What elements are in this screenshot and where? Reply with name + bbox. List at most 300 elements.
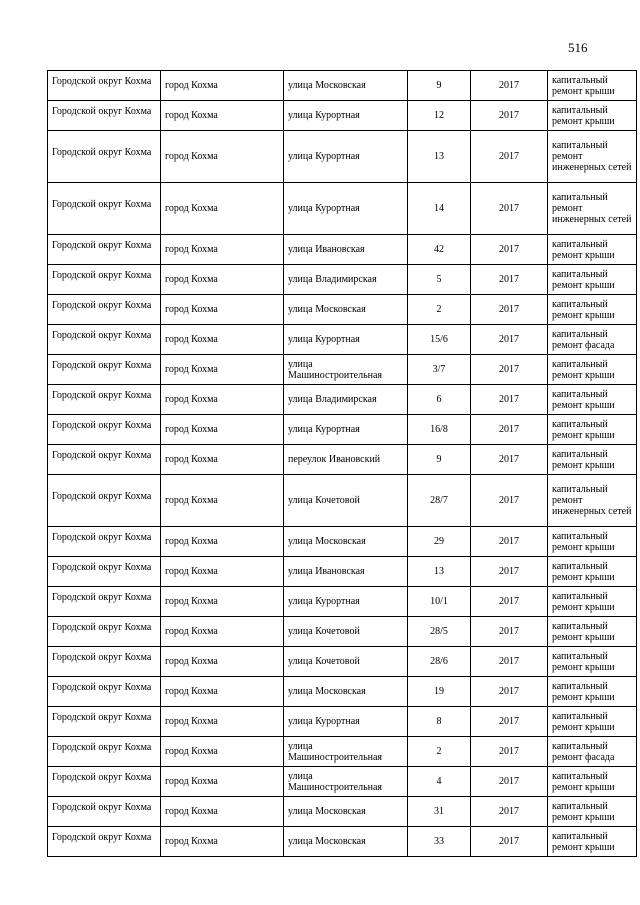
street-cell	[284, 475, 408, 527]
work-type-cell	[548, 737, 637, 767]
year-text: 2017	[499, 776, 519, 787]
municipality-cell	[48, 415, 161, 445]
settlement-cell	[161, 617, 284, 647]
municipality-text: Городской округ Кохма	[52, 360, 152, 371]
table-row	[48, 71, 637, 101]
street-text: улица Курортная	[288, 110, 360, 121]
table-row	[48, 557, 637, 587]
municipality-text: Городской округ Кохма	[52, 390, 152, 401]
house-number-cell	[408, 617, 471, 647]
settlement-cell	[161, 183, 284, 235]
street-text: улица Кочетовой	[288, 626, 360, 637]
house-number-text: 42	[434, 244, 444, 255]
work-type-cell	[548, 235, 637, 265]
work-type-cell	[548, 385, 637, 415]
year-cell	[471, 527, 548, 557]
municipality-text: Городской округ Кохма	[52, 76, 152, 87]
year-text: 2017	[499, 656, 519, 667]
street-text: улица Владимирская	[288, 274, 377, 285]
municipality-cell	[48, 385, 161, 415]
settlement-cell	[161, 797, 284, 827]
table-row	[48, 647, 637, 677]
year-text: 2017	[499, 806, 519, 817]
street-text: улица Московская	[288, 536, 366, 547]
work-type-text: капитальный ремонт крыши	[552, 560, 615, 583]
year-text: 2017	[499, 716, 519, 727]
street-text: улица Машиностроительная	[288, 770, 383, 793]
year-cell	[471, 325, 548, 355]
house-number-cell	[408, 445, 471, 475]
table-row	[48, 617, 637, 647]
table-row	[48, 527, 637, 557]
year-text: 2017	[499, 203, 519, 214]
year-text: 2017	[499, 626, 519, 637]
house-number-cell	[408, 797, 471, 827]
settlement-cell	[161, 445, 284, 475]
house-number-text: 3/7	[432, 364, 446, 375]
municipality-text: Городской округ Кохма	[52, 450, 152, 461]
settlement-cell	[161, 385, 284, 415]
municipality-cell	[48, 587, 161, 617]
settlement-cell	[161, 415, 284, 445]
house-number-text: 9	[436, 80, 442, 91]
year-text: 2017	[499, 244, 519, 255]
year-cell	[471, 355, 548, 385]
municipality-cell	[48, 295, 161, 325]
year-cell	[471, 183, 548, 235]
work-type-text: капитальный ремонт крыши	[552, 448, 615, 471]
municipality-text: Городской округ Кохма	[52, 652, 152, 663]
house-number-cell	[408, 235, 471, 265]
table-row	[48, 101, 637, 131]
street-text: улица Московская	[288, 80, 366, 91]
settlement-text: город Кохма	[165, 454, 218, 465]
settlement-text: город Кохма	[165, 110, 218, 121]
work-type-cell	[548, 101, 637, 131]
year-cell	[471, 587, 548, 617]
street-cell	[284, 385, 408, 415]
settlement-text: город Кохма	[165, 566, 218, 577]
municipality-text: Городской округ Кохма	[52, 270, 152, 281]
table-row	[48, 737, 637, 767]
work-type-text: капитальный ремонт крыши	[552, 238, 615, 261]
table-row	[48, 707, 637, 737]
house-number-text: 19	[434, 686, 444, 697]
work-type-cell	[548, 707, 637, 737]
table-row	[48, 385, 637, 415]
street-text: улица Курортная	[288, 596, 360, 607]
table-body	[48, 71, 637, 857]
street-cell	[284, 295, 408, 325]
work-type-text: капитальный ремонт крыши	[552, 680, 615, 703]
year-text: 2017	[499, 566, 519, 577]
year-cell	[471, 707, 548, 737]
table-row	[48, 183, 637, 235]
house-number-text: 13	[434, 566, 444, 577]
year-text: 2017	[499, 454, 519, 465]
work-type-text: капитальный ремонт крыши	[552, 104, 615, 127]
street-cell	[284, 737, 408, 767]
settlement-cell	[161, 707, 284, 737]
municipality-cell	[48, 647, 161, 677]
table-row	[48, 767, 637, 797]
municipality-text: Городской округ Кохма	[52, 199, 152, 210]
work-type-text: капитальный ремонт инженерных сетей	[552, 484, 632, 517]
house-number-text: 28/5	[430, 626, 448, 637]
settlement-text: город Кохма	[165, 686, 218, 697]
work-type-text: капитальный ремонт инженерных сетей	[552, 140, 632, 173]
street-cell	[284, 445, 408, 475]
table-row	[48, 587, 637, 617]
year-cell	[471, 827, 548, 857]
settlement-text: город Кохма	[165, 656, 218, 667]
house-number-text: 10/1	[430, 596, 448, 607]
settlement-cell	[161, 325, 284, 355]
year-text: 2017	[499, 746, 519, 757]
table-row	[48, 235, 637, 265]
work-type-text: капитальный ремонт крыши	[552, 358, 615, 381]
street-text: улица Курортная	[288, 203, 360, 214]
street-cell	[284, 527, 408, 557]
street-text: улица Московская	[288, 686, 366, 697]
year-text: 2017	[499, 536, 519, 547]
house-number-text: 31	[434, 806, 444, 817]
street-cell	[284, 827, 408, 857]
house-number-cell	[408, 557, 471, 587]
year-cell	[471, 475, 548, 527]
municipality-text: Городской округ Кохма	[52, 240, 152, 251]
municipality-text: Городской округ Кохма	[52, 712, 152, 723]
house-number-text: 16/8	[430, 424, 448, 435]
settlement-cell	[161, 131, 284, 183]
settlement-cell	[161, 101, 284, 131]
street-text: улица Машиностроительная	[288, 358, 383, 381]
municipality-text: Городской округ Кохма	[52, 147, 152, 158]
year-cell	[471, 767, 548, 797]
house-number-text: 8	[436, 716, 442, 727]
work-type-text: капитальный ремонт инженерных сетей	[552, 192, 632, 225]
municipality-cell	[48, 325, 161, 355]
municipality-cell	[48, 131, 161, 183]
year-text: 2017	[499, 334, 519, 345]
work-type-text: капитальный ремонт крыши	[552, 710, 615, 733]
settlement-text: город Кохма	[165, 626, 218, 637]
house-number-text: 5	[436, 274, 442, 285]
table-row	[48, 415, 637, 445]
street-text: улица Ивановская	[288, 566, 365, 577]
year-cell	[471, 415, 548, 445]
street-text: переулок Ивановский	[288, 454, 381, 465]
street-cell	[284, 677, 408, 707]
year-cell	[471, 677, 548, 707]
work-type-text: капитальный ремонт крыши	[552, 590, 615, 613]
year-cell	[471, 385, 548, 415]
year-cell	[471, 445, 548, 475]
settlement-cell	[161, 767, 284, 797]
settlement-cell	[161, 647, 284, 677]
work-type-text: капитальный ремонт фасада	[552, 740, 615, 763]
street-cell	[284, 101, 408, 131]
house-number-cell	[408, 355, 471, 385]
work-type-cell	[548, 587, 637, 617]
work-type-text: капитальный ремонт крыши	[552, 620, 615, 643]
work-type-text: капитальный ремонт фасада	[552, 328, 615, 351]
work-type-cell	[548, 71, 637, 101]
street-text: улица Ивановская	[288, 244, 365, 255]
work-type-text: капитальный ремонт крыши	[552, 268, 615, 291]
house-number-cell	[408, 677, 471, 707]
street-text: улица Машиностроительная	[288, 740, 383, 763]
work-type-cell	[548, 265, 637, 295]
municipality-cell	[48, 445, 161, 475]
work-type-cell	[548, 527, 637, 557]
street-cell	[284, 325, 408, 355]
house-number-text: 28/6	[430, 656, 448, 667]
municipality-cell	[48, 355, 161, 385]
settlement-cell	[161, 587, 284, 617]
municipality-text: Городской округ Кохма	[52, 592, 152, 603]
house-number-cell	[408, 737, 471, 767]
settlement-text: город Кохма	[165, 364, 218, 375]
municipality-text: Городской округ Кохма	[52, 622, 152, 633]
house-number-text: 2	[436, 304, 442, 315]
year-cell	[471, 71, 548, 101]
house-number-cell	[408, 475, 471, 527]
street-cell	[284, 617, 408, 647]
street-text: улица Курортная	[288, 424, 360, 435]
year-text: 2017	[499, 495, 519, 506]
table-row	[48, 265, 637, 295]
settlement-text: город Кохма	[165, 495, 218, 506]
house-number-text: 33	[434, 836, 444, 847]
municipality-cell	[48, 677, 161, 707]
house-number-cell	[408, 527, 471, 557]
house-number-cell	[408, 767, 471, 797]
house-number-cell	[408, 415, 471, 445]
municipality-cell	[48, 101, 161, 131]
municipality-text: Городской округ Кохма	[52, 420, 152, 431]
work-type-cell	[548, 415, 637, 445]
municipality-cell	[48, 557, 161, 587]
work-type-text: капитальный ремонт крыши	[552, 800, 615, 823]
settlement-text: город Кохма	[165, 746, 218, 757]
house-number-cell	[408, 71, 471, 101]
settlement-text: город Кохма	[165, 424, 218, 435]
year-text: 2017	[499, 80, 519, 91]
settlement-cell	[161, 557, 284, 587]
street-cell	[284, 767, 408, 797]
municipality-text: Городской округ Кохма	[52, 106, 152, 117]
municipality-cell	[48, 617, 161, 647]
municipality-text: Городской округ Кохма	[52, 832, 152, 843]
house-number-text: 12	[434, 110, 444, 121]
work-type-cell	[548, 827, 637, 857]
street-cell	[284, 131, 408, 183]
work-type-text: капитальный ремонт крыши	[552, 530, 615, 553]
year-text: 2017	[499, 110, 519, 121]
house-number-text: 29	[434, 536, 444, 547]
house-number-cell	[408, 131, 471, 183]
settlement-cell	[161, 737, 284, 767]
municipality-text: Городской округ Кохма	[52, 532, 152, 543]
year-text: 2017	[499, 596, 519, 607]
settlement-cell	[161, 235, 284, 265]
year-text: 2017	[499, 151, 519, 162]
municipality-cell	[48, 527, 161, 557]
street-cell	[284, 557, 408, 587]
work-type-cell	[548, 445, 637, 475]
work-type-cell	[548, 797, 637, 827]
street-text: улица Московская	[288, 304, 366, 315]
municipality-text: Городской округ Кохма	[52, 802, 152, 813]
settlement-text: город Кохма	[165, 334, 218, 345]
year-text: 2017	[499, 836, 519, 847]
house-number-text: 2	[436, 746, 442, 757]
year-cell	[471, 797, 548, 827]
repair-schedule-table	[47, 70, 637, 857]
municipality-cell	[48, 827, 161, 857]
street-text: улица Курортная	[288, 716, 360, 727]
year-cell	[471, 131, 548, 183]
table-row	[48, 797, 637, 827]
municipality-text: Городской округ Кохма	[52, 742, 152, 753]
work-type-cell	[548, 475, 637, 527]
table-row	[48, 445, 637, 475]
table-row	[48, 295, 637, 325]
street-text: улица Владимирская	[288, 394, 377, 405]
table-row	[48, 475, 637, 527]
settlement-cell	[161, 355, 284, 385]
municipality-cell	[48, 797, 161, 827]
house-number-cell	[408, 587, 471, 617]
street-cell	[284, 235, 408, 265]
street-text: улица Курортная	[288, 151, 360, 162]
settlement-cell	[161, 677, 284, 707]
street-text: улица Курортная	[288, 334, 360, 345]
municipality-text: Городской округ Кохма	[52, 772, 152, 783]
house-number-cell	[408, 827, 471, 857]
street-cell	[284, 71, 408, 101]
year-text: 2017	[499, 304, 519, 315]
municipality-cell	[48, 737, 161, 767]
year-cell	[471, 235, 548, 265]
street-cell	[284, 415, 408, 445]
house-number-text: 28/7	[430, 495, 448, 506]
settlement-text: город Кохма	[165, 274, 218, 285]
street-cell	[284, 183, 408, 235]
settlement-cell	[161, 265, 284, 295]
municipality-cell	[48, 71, 161, 101]
house-number-cell	[408, 295, 471, 325]
street-cell	[284, 797, 408, 827]
page-number: 516	[568, 40, 588, 55]
municipality-cell	[48, 767, 161, 797]
table-row	[48, 355, 637, 385]
work-type-cell	[548, 183, 637, 235]
municipality-cell	[48, 265, 161, 295]
street-cell	[284, 647, 408, 677]
year-cell	[471, 647, 548, 677]
work-type-cell	[548, 557, 637, 587]
work-type-text: капитальный ремонт крыши	[552, 650, 615, 673]
work-type-text: капитальный ремонт крыши	[552, 74, 615, 97]
street-cell	[284, 587, 408, 617]
street-text: улица Московская	[288, 806, 366, 817]
municipality-cell	[48, 183, 161, 235]
house-number-text: 4	[436, 776, 442, 787]
work-type-cell	[548, 295, 637, 325]
street-cell	[284, 355, 408, 385]
table-row	[48, 131, 637, 183]
settlement-cell	[161, 295, 284, 325]
settlement-text: город Кохма	[165, 244, 218, 255]
house-number-cell	[408, 325, 471, 355]
year-cell	[471, 617, 548, 647]
municipality-text: Городской округ Кохма	[52, 682, 152, 693]
street-text: улица Кочетовой	[288, 495, 360, 506]
year-text: 2017	[499, 364, 519, 375]
work-type-cell	[548, 647, 637, 677]
house-number-text: 13	[434, 151, 444, 162]
street-text: улица Московская	[288, 836, 366, 847]
house-number-text: 14	[434, 203, 444, 214]
settlement-text: город Кохма	[165, 716, 218, 727]
settlement-text: город Кохма	[165, 304, 218, 315]
settlement-text: город Кохма	[165, 151, 218, 162]
municipality-text: Городской округ Кохма	[52, 562, 152, 573]
street-cell	[284, 265, 408, 295]
year-text: 2017	[499, 394, 519, 405]
year-cell	[471, 265, 548, 295]
settlement-cell	[161, 527, 284, 557]
work-type-cell	[548, 677, 637, 707]
settlement-text: город Кохма	[165, 536, 218, 547]
house-number-cell	[408, 101, 471, 131]
work-type-cell	[548, 325, 637, 355]
settlement-text: город Кохма	[165, 394, 218, 405]
house-number-text: 6	[436, 394, 442, 405]
house-number-cell	[408, 707, 471, 737]
settlement-cell	[161, 71, 284, 101]
year-text: 2017	[499, 424, 519, 435]
settlement-text: город Кохма	[165, 806, 218, 817]
settlement-text: город Кохма	[165, 776, 218, 787]
settlement-text: город Кохма	[165, 836, 218, 847]
year-cell	[471, 737, 548, 767]
settlement-text: город Кохма	[165, 596, 218, 607]
municipality-text: Городской округ Кохма	[52, 330, 152, 341]
house-number-text: 15/6	[430, 334, 448, 345]
settlement-cell	[161, 827, 284, 857]
work-type-text: капитальный ремонт крыши	[552, 418, 615, 441]
year-text: 2017	[499, 686, 519, 697]
settlement-cell	[161, 475, 284, 527]
work-type-text: капитальный ремонт крыши	[552, 388, 615, 411]
municipality-text: Городской округ Кохма	[52, 300, 152, 311]
work-type-text: капитальный ремонт крыши	[552, 298, 615, 321]
settlement-text: город Кохма	[165, 80, 218, 91]
settlement-text: город Кохма	[165, 203, 218, 214]
table-row	[48, 827, 637, 857]
work-type-text: капитальный ремонт крыши	[552, 770, 615, 793]
year-cell	[471, 557, 548, 587]
house-number-text: 9	[436, 454, 442, 465]
work-type-cell	[548, 355, 637, 385]
municipality-cell	[48, 475, 161, 527]
municipality-cell	[48, 235, 161, 265]
street-text: улица Кочетовой	[288, 656, 360, 667]
house-number-cell	[408, 647, 471, 677]
